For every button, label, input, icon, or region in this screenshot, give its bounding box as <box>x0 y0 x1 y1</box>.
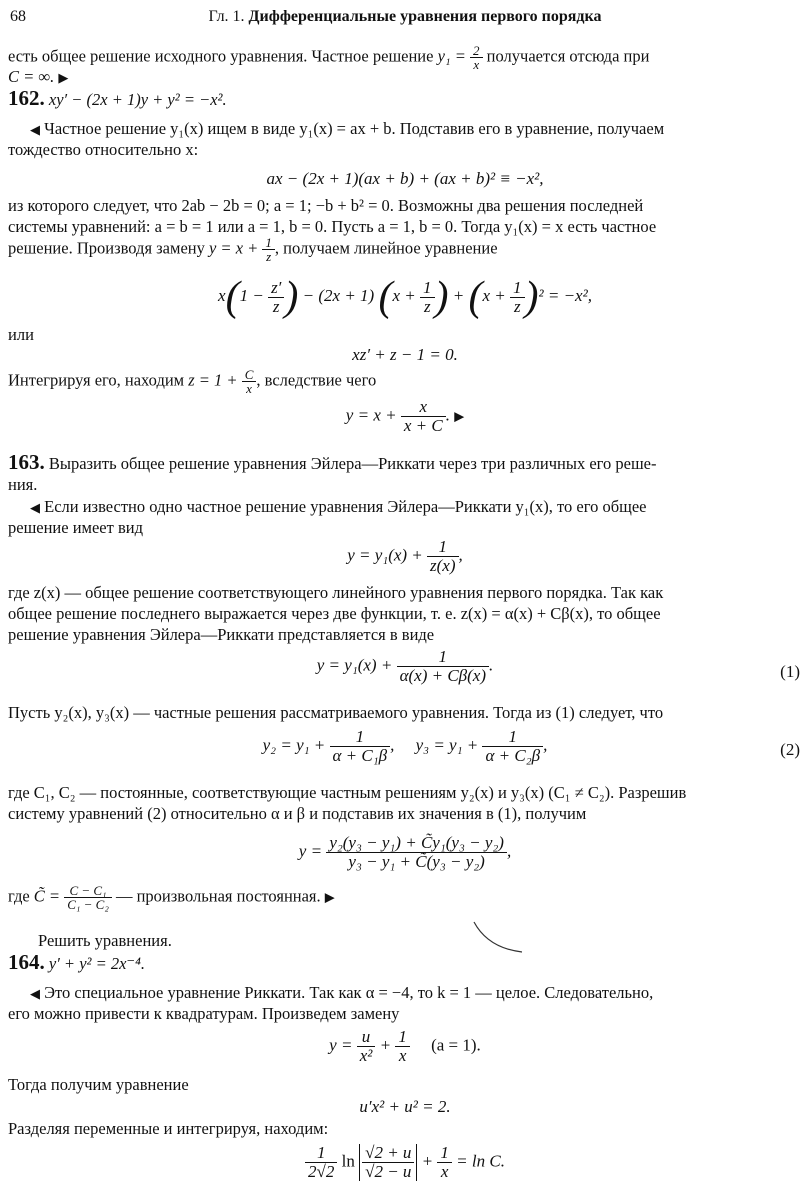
p162-eq1: ax − (2x + 1)(ax + b) + (ax + b)² ≡ −x², <box>266 169 544 188</box>
eq-term: , <box>458 545 463 565</box>
frac-den: 2√2 <box>308 1162 335 1181</box>
frac-den: z <box>513 296 521 316</box>
p163-para1-line1 <box>8 496 802 518</box>
p164-eq1 <box>8 1028 802 1065</box>
page-header <box>10 8 800 30</box>
p163-text: Если известно одно частное решение уравнения Эйлера—Риккати y₁(x), то его общее <box>44 497 647 516</box>
page-number: 68 <box>10 8 26 25</box>
problem-number: 164. <box>8 950 45 974</box>
paren: ( <box>378 274 393 320</box>
start-mark-icon: ◀ <box>30 986 40 1001</box>
solve-label: Решить уравнения. <box>38 931 172 950</box>
chapter-prefix: Гл. 1. <box>208 8 249 25</box>
frac-den: z <box>266 249 272 264</box>
p164-para1-line1 <box>8 982 802 1004</box>
end-mark-icon: ▶ <box>324 889 335 905</box>
frac-num: 1 <box>395 1028 410 1047</box>
eq-term: y = y₁(x) + <box>316 655 397 675</box>
frac-den: x <box>440 1162 449 1181</box>
p162-para1-line1 <box>8 118 802 140</box>
frac-den: x² <box>359 1046 373 1065</box>
fraction <box>397 648 489 685</box>
frac-den: z(x) <box>430 556 456 575</box>
p164-para3: Разделяя переменные и интегрируя, находим: <box>8 1119 329 1138</box>
frac-den: x <box>398 1046 407 1065</box>
p163-eq1 <box>8 538 802 575</box>
p163-para2-line1: где z(x) — общее решение соответствующего линейного уравнения первого порядка. Так как <box>8 583 664 602</box>
frac-den: y₃ − y₁ + C̃(y₃ − y₂) <box>348 852 485 871</box>
eq-term: + <box>448 285 469 305</box>
problem-statement: Выразить общее решение уравнения Эйлера—Риккати через три различных его реше- <box>48 454 657 473</box>
p163-text: где <box>8 886 34 906</box>
frac-num: 2 <box>470 44 483 58</box>
equation-number-2: (2) <box>780 740 800 759</box>
problem-163-heading <box>8 452 802 474</box>
frac-num: 1 <box>397 648 489 667</box>
p163-eq3 <box>8 728 802 765</box>
equation-number-1: (1) <box>780 662 800 681</box>
eq-term: C̃ = <box>33 886 65 906</box>
intro-line-2 <box>8 66 802 88</box>
fraction <box>262 236 275 263</box>
frac-den: α + C₂β <box>485 746 541 765</box>
eq-term: y = <box>298 841 327 861</box>
eq-term: ln <box>337 1151 360 1171</box>
fraction <box>357 1028 376 1065</box>
p163-para1-line2: решение имеет вид <box>8 518 143 537</box>
frac-num: 1 <box>437 1144 452 1163</box>
p163-para4-line1: где C₁, C₂ — постоянные, соответствующие частным решениям y₂(x) и y₃(x) (C₁ ≠ C₂). Разрешив <box>8 783 687 802</box>
frac-num: u <box>357 1028 376 1047</box>
p164-text: Это специальное уравнение Риккати. Так как α = −4, то k = 1 — целое. Следовательно, <box>44 983 654 1002</box>
frac-num: 1 <box>305 1144 337 1163</box>
eq-term: = ln C. <box>451 1151 505 1171</box>
p162-text: Интегрируя его, находим <box>8 370 189 390</box>
end-mark-icon: ▶ <box>58 70 69 85</box>
frac-den: x + C <box>403 416 443 435</box>
p162-integr-line <box>8 368 802 395</box>
eq-term: y = x + <box>345 405 401 425</box>
p162-eq4 <box>8 398 802 435</box>
fraction <box>510 279 525 316</box>
p162-para2-line1: из которого следует, что 2ab − 2b = 0; a = 1; −b + b² = 0. Возможны два решения последней <box>8 196 644 215</box>
fraction <box>401 398 446 435</box>
frac-num: z′ <box>268 279 284 298</box>
absolute-value <box>359 1144 417 1181</box>
problem-statement: xy′ − (2x + 1)y + y² = −x². <box>48 90 227 109</box>
paren: ( <box>468 274 483 320</box>
eq-term: . <box>489 655 494 675</box>
p164-eq2: u′x² + u² = 2. <box>359 1097 451 1116</box>
p163-para3: Пусть y₂(x), y₃(x) — частные решения рассматриваемого уравнения. Тогда из (1) следует, что <box>8 703 664 722</box>
problem-statement: y′ + y² = 2x⁻⁴. <box>48 954 145 973</box>
p164-para1-line2: его можно привести к квадратурам. Произведем замену <box>8 1004 400 1023</box>
paren: ) <box>434 274 449 320</box>
p162-text-end: , вследствие чего <box>256 370 377 390</box>
eq-term: x + <box>482 285 511 305</box>
intro-y1: y₁ = <box>437 46 471 66</box>
fraction <box>420 279 435 316</box>
p162-text: Частное решение y₁(x) ищем в виде y₁(x) = ax + b. Подставив его в уравнение, получаем <box>44 119 665 138</box>
p163-text-end: — произвольная постоянная. <box>111 886 321 906</box>
fraction <box>242 368 257 395</box>
frac-den: C₁ − C₂ <box>67 897 109 912</box>
frac-den: α(x) + Cβ(x) <box>399 666 486 685</box>
eq-term: x + <box>392 285 420 305</box>
start-mark-icon: ◀ <box>30 122 40 137</box>
eq-term: , <box>506 841 512 861</box>
p162-subst: y = x + <box>208 238 263 258</box>
frac-num: C <box>242 368 257 382</box>
running-title <box>10 8 800 26</box>
fraction <box>427 538 458 575</box>
problem-164-heading <box>8 952 802 974</box>
p163-para2-line2: общее решение последнего выражается через две функции, т. е. z(x) = α(x) + Cβ(x), то общее <box>8 604 661 623</box>
eq-term: . <box>445 405 450 425</box>
fraction <box>64 884 112 911</box>
p163-eq4 <box>8 834 802 871</box>
p162-text: решение. Производя замену <box>8 238 209 258</box>
eq-term: ² = −x², <box>538 285 592 305</box>
eq-term: x <box>218 285 226 305</box>
p164-eq3 <box>8 1144 802 1181</box>
frac-den: x <box>473 57 480 72</box>
fraction <box>326 834 507 871</box>
frac-den: √2 − u <box>365 1162 412 1181</box>
intro-text: есть общее решение исходного уравнения. Частное решение <box>8 46 438 66</box>
p162-para2-line3 <box>8 236 802 263</box>
p164-para2: Тогда получим уравнение <box>8 1075 189 1094</box>
p163-para4-line2: систему уравнений (2) относительно α и β и подставив их значения в (1), получим <box>8 804 587 823</box>
fraction <box>330 728 391 765</box>
fraction <box>482 728 543 765</box>
intro-c-infinity: C = ∞. <box>8 67 55 86</box>
end-mark-icon: ▶ <box>454 408 465 424</box>
p162-eq3: xz′ + z − 1 = 0. <box>352 345 458 364</box>
intro-text-end: получается отсюда при <box>482 46 650 66</box>
fraction <box>362 1144 414 1181</box>
fraction <box>268 279 284 316</box>
problem-number: 162. <box>8 86 45 110</box>
eq-term: (a = 1). <box>409 1035 481 1055</box>
fraction <box>437 1144 452 1181</box>
eq-term: y = y₁(x) + <box>347 545 428 565</box>
frac-den: α + C₁β <box>332 746 388 765</box>
fraction <box>305 1144 337 1181</box>
eq-term: z = 1 + <box>188 370 242 390</box>
paren: ) <box>524 274 539 320</box>
frac-num: 1 <box>420 279 435 298</box>
paren: ) <box>284 274 299 320</box>
paren: ( <box>225 274 240 320</box>
p163-statement-line2: ния. <box>8 475 38 494</box>
p162-para1-line2: тождество относительно x: <box>8 140 199 159</box>
eq-term: + <box>417 1151 438 1171</box>
frac-den: z <box>423 296 431 316</box>
frac-num: 1 <box>330 728 391 747</box>
eq-term: 1 − <box>239 285 269 305</box>
p162-eq2 <box>8 276 802 318</box>
fraction <box>395 1028 410 1065</box>
p163-eq2 <box>8 648 802 685</box>
problem-162-heading <box>8 88 802 110</box>
frac-num: C − C₁ <box>64 884 112 898</box>
frac-num: y₂(y₃ − y₁) + C̃y₁(y₃ − y₂) <box>326 834 507 853</box>
p162-ili: или <box>8 325 34 344</box>
frac-num: 1 <box>482 728 543 747</box>
p162-para2-line2: системы уравнений: a = b = 1 или a = 1, b = 0. Пусть a = 1, b = 0. Тогда y₁(x) = x есть частное <box>8 217 657 236</box>
eq-term: + <box>375 1035 396 1055</box>
frac-den: z <box>272 296 280 316</box>
p163-para2-line3: решение уравнения Эйлера—Риккати представляется в виде <box>8 625 435 644</box>
frac-num: 1 <box>262 236 275 250</box>
start-mark-icon: ◀ <box>30 500 40 515</box>
frac-num: 1 <box>510 279 525 298</box>
eq-term: − (2x + 1) <box>298 285 379 305</box>
eq-term: , y₃ = y₁ + <box>390 735 483 755</box>
frac-num: x <box>401 398 446 417</box>
frac-num: √2 + u <box>362 1144 414 1163</box>
eq-term: , <box>543 735 548 755</box>
problem-number: 163. <box>8 450 45 474</box>
p163-para5 <box>8 884 802 911</box>
eq-term: y = <box>329 1035 357 1055</box>
frac-den: x <box>246 381 252 396</box>
chapter-title: Дифференциальные уравнения первого порядка <box>248 8 602 25</box>
eq-term: y₂ = y₁ + <box>262 735 330 755</box>
p162-text-end: , получаем линейное уравнение <box>274 238 498 258</box>
frac-num: 1 <box>427 538 458 557</box>
